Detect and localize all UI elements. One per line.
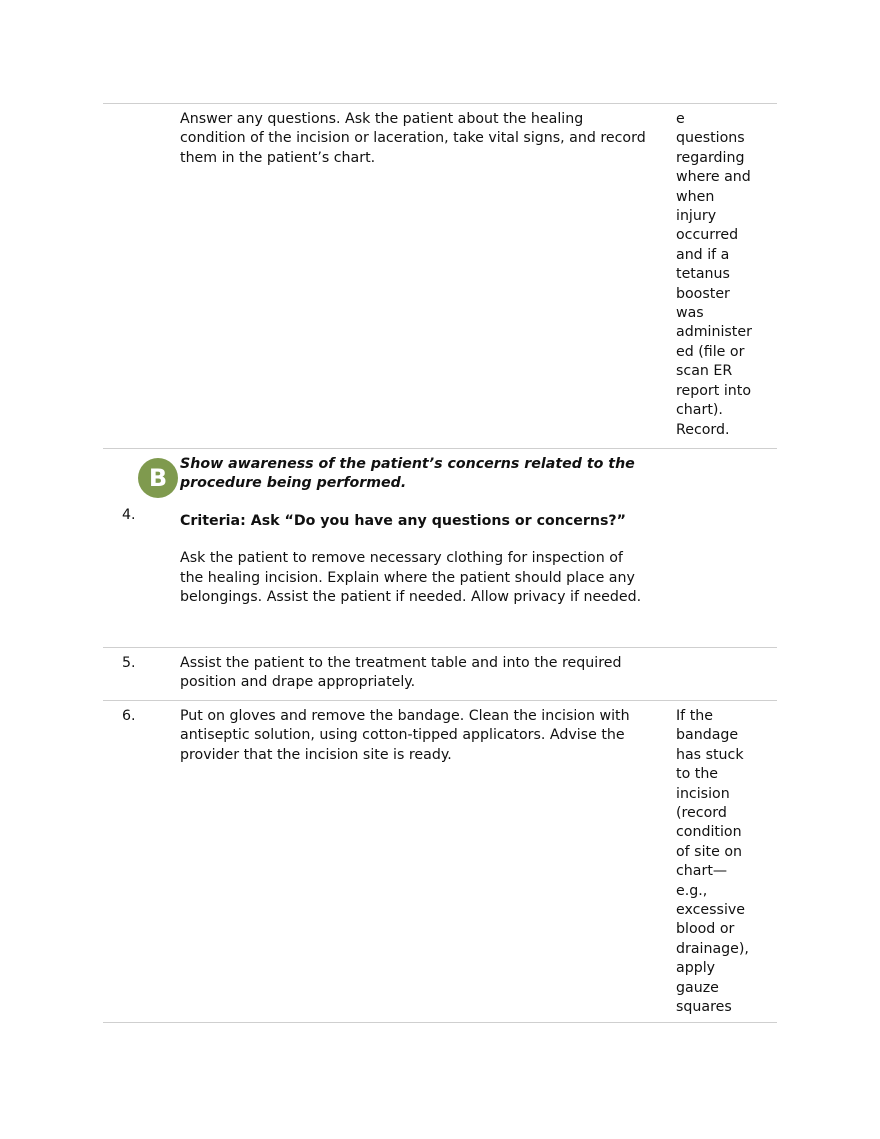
note-line: scan ER: [676, 363, 733, 380]
row-divider: [103, 647, 777, 648]
step-number: 6.: [122, 708, 136, 724]
note-line: booster: [676, 285, 730, 302]
step-paragraph: Put on gloves and remove the bandage. Clean the incision with antiseptic solution, using cotton-tipped applicators. Advise the provider that the incision site is ready.: [180, 708, 630, 763]
step-paragraph: Ask the patient to remove necessary clothing for inspection of the healing incision. Explain where the patient should place any belongings. Assist the patient if needed. Allow privacy if needed.: [180, 550, 642, 606]
note-line: was: [676, 305, 704, 322]
note-line: chart).: [676, 402, 723, 419]
note-line: apply: [676, 960, 716, 977]
note-column-continued: [676, 110, 766, 440]
note-line: ed (file or: [676, 343, 745, 360]
step-number: 5.: [122, 655, 136, 671]
note-line: bandage: [676, 727, 739, 744]
step-text: [180, 707, 650, 765]
note-line: excessive: [676, 902, 746, 919]
row-divider: [103, 448, 777, 449]
note-line: (record: [676, 805, 727, 822]
note-line: Record.: [676, 421, 730, 438]
step-number: 4.: [122, 507, 136, 523]
note-line: and if a: [676, 246, 730, 263]
behavior-badge-icon: [138, 458, 168, 498]
note-line: tetanus: [676, 266, 730, 283]
note-line: where and: [676, 169, 751, 186]
note-line: when: [676, 188, 715, 205]
note-line: questions: [676, 130, 745, 147]
step-text: [180, 455, 650, 607]
note-line: gauze: [676, 979, 719, 996]
note-line: regarding: [676, 149, 745, 166]
note-line: incision: [676, 785, 730, 802]
note-line: squares: [676, 999, 732, 1016]
row-divider: [103, 1022, 777, 1023]
step-text: [180, 654, 650, 693]
step-heading: Show awareness of the patient’s concerns related to the procedure being performed.: [180, 456, 635, 492]
step-paragraph: Answer any questions. Ask the patient about the healing condition of the incision or laceration, take vital signs, and record them in the patient’s chart.: [180, 111, 646, 166]
row-divider: [103, 103, 777, 104]
note-line: chart—: [676, 863, 728, 880]
note-line: drainage),: [676, 940, 749, 957]
note-line: administer: [676, 324, 752, 341]
row-divider: [103, 700, 777, 701]
note-line: has stuck: [676, 746, 744, 763]
step-paragraph: Assist the patient to the treatment table and into the required position and drape appropriately.: [180, 655, 622, 691]
step-criteria: Criteria: Ask “Do you have any questions or concerns?”: [180, 512, 626, 529]
note-line: If the: [676, 708, 713, 724]
note-line: to the: [676, 766, 719, 783]
note-line: condition: [676, 824, 742, 841]
step-text-continued: [180, 110, 650, 168]
note-line: of site on: [676, 843, 742, 860]
note-column: [676, 707, 766, 1018]
note-line: e: [676, 111, 685, 127]
note-line: blood or: [676, 921, 735, 938]
badge-letter: B: [138, 458, 178, 498]
note-line: occurred: [676, 227, 739, 244]
note-line: e.g.,: [676, 882, 708, 899]
note-line: report into: [676, 382, 752, 399]
note-line: injury: [676, 208, 717, 225]
